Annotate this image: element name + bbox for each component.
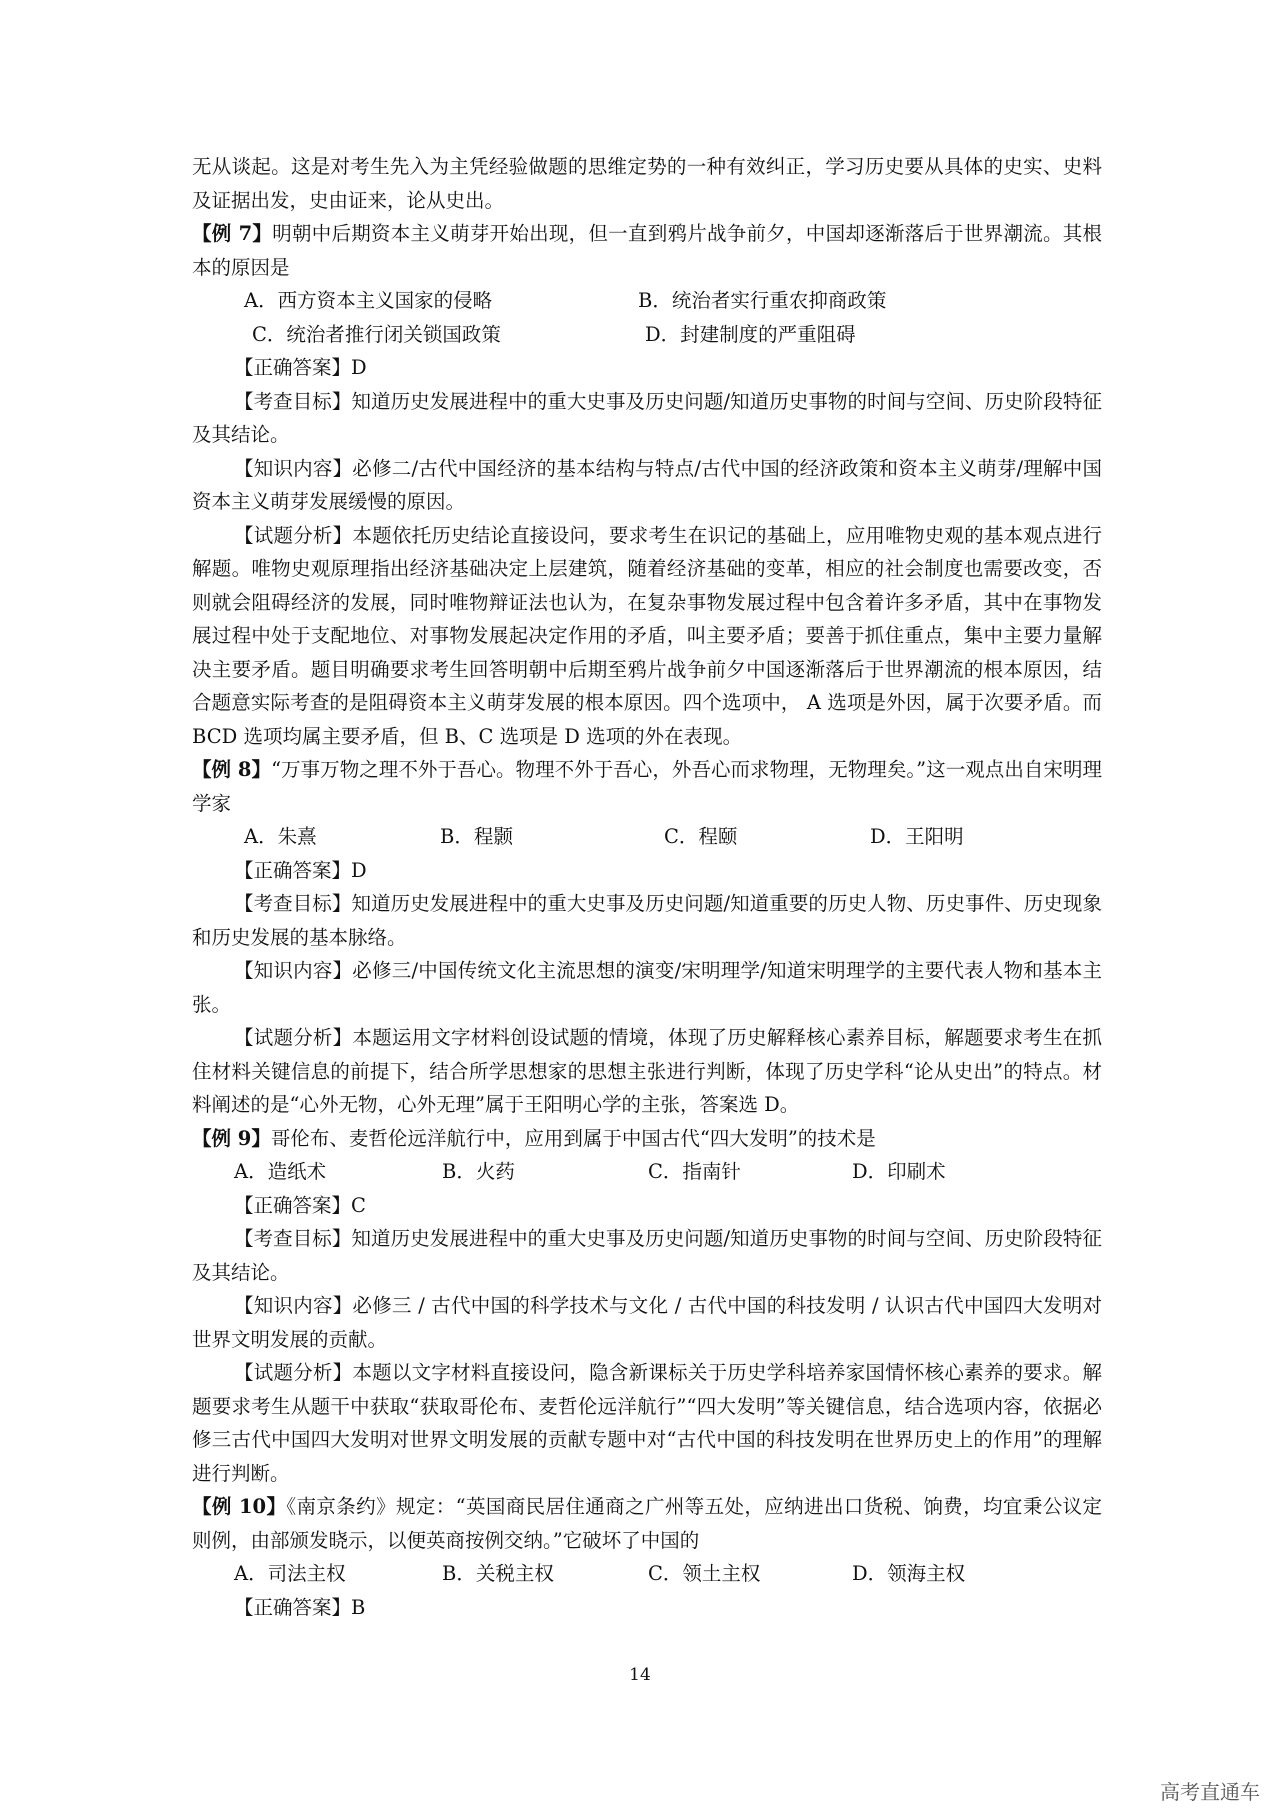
watermark-text: 高考直通车 [1160,1780,1260,1804]
example-10-answer: 【正确答案】B [234,1595,366,1619]
example-7-answer: 【正确答案】D [234,356,367,379]
example-9-answer: 【正确答案】C [234,1193,366,1217]
example-8-option-d: D．王阳明 [870,825,964,848]
page-number: 14 [629,1665,651,1685]
example-7-tag: 【例 7】 [192,222,273,245]
example-9-tag: 【例 9】 [192,1126,271,1150]
example-7-option-c: C．统治者推行闭关锁国政策 [252,322,501,346]
example-8-content: 【知识内容】必修三/中国传统文化主流思想的演变/宋明理学/知道宋明理学的主要代表人物和基本主张。 [192,959,1102,1016]
example-7-goal: 【考查目标】知道历史发展进程中的重大史事及历史问题/知道历史事物的时间与空间、历史阶段特征及其结论。 [192,389,1102,446]
example-7-option-b: B．统治者实行重农抑商政策 [638,289,887,312]
example-10-question [192,1490,1102,1557]
example-7-stem: 明朝中后期资本主义萌芽开始出现，但一直到鸦片战争前夕，中国却逐渐落后于世界潮流。其根本的原因是 [192,222,1102,279]
example-10-option-b: B．关税主权 [442,1562,554,1585]
example-7-options-row-2 [192,318,1102,352]
example-9-goal: 【考查目标】知道历史发展进程中的重大史事及历史问题/知道历史事物的时间与空间、历史阶段特征及其结论。 [192,1227,1102,1284]
example-10-option-a: A．司法主权 [234,1562,346,1585]
example-8-answer: 【正确答案】D [234,858,367,882]
example-7-question [192,217,1102,284]
example-9-question [192,1122,1102,1156]
example-9-option-c: C．指南针 [648,1160,741,1183]
example-7-content: 【知识内容】必修二/古代中国经济的基本结构与特点/古代中国的经济政策和资本主义萌芽/理解中国资本主义萌芽发展缓慢的原因。 [192,456,1102,513]
example-7-option-d: D．封建制度的严重阻碍 [645,322,856,346]
example-9-option-d: D．印刷术 [852,1160,946,1183]
example-10-option-c: C．领土主权 [648,1562,761,1585]
document-page [192,150,1102,1624]
example-8-option-b: B．程颢 [440,825,513,848]
example-9-option-a: A．造纸术 [234,1160,327,1183]
example-9-content: 【知识内容】必修三 / 古代中国的科学技术与文化 / 古代中国的科技发明 / 认识古代中国四大发明对世界文明发展的贡献。 [192,1294,1102,1351]
example-9-option-b: B．火药 [442,1160,515,1183]
example-8-option-c: C．程颐 [664,825,738,848]
example-7-analysis: 【试题分析】本题依托历史结论直接设问，要求考生在识记的基础上，应用唯物史观的基本观点进行解题。唯物史观原理指出经济基础决定上层建筑，随着经济基础的变革，相应的社会制度也需要改变，否则就会阻碍经济的发展，同时唯物辩证法也认为，在复杂事物发展过程中包含着许多矛盾，其中在事物发展过程中处于支配地位、对事物发展起决定作用的矛盾，叫主要矛盾；要善于抓住重点，集中主要力量解决主要矛盾。题目明确要求考生回答明朝中后期至鸦片战争前夕中国逐渐落后于世界潮流的根本原因，结合题意实际考查的是阻碍资本主义萌芽发展的根本原因。四个选项中， A 选项是外因，属于次要矛盾。而 BCD 选项均属主要矛盾，但 B、C 选项是 D 选项的外在表现。 [192,523,1102,748]
example-8-tag: 【例 8】 [192,758,272,781]
example-10-option-d: D．领海主权 [852,1562,966,1585]
example-7-options-row-1 [192,284,1102,318]
example-7-option-a: A．西方资本主义国家的侵略 [244,289,493,312]
example-8-options [192,820,1102,854]
example-9-options [192,1155,1102,1189]
example-9-analysis: 【试题分析】本题以文字材料直接设问，隐含新课标关于历史学科培养家国情怀核心素养的要求。解题要求考生从题干中获取“获取哥伦布、麦哲伦远洋航行”“四大发明”等关键信息，结合选项内容，依据必修三古代中国四大发明对世界文明发展的贡献专题中对“古代中国的科技发明在世界历史上的作用”的理解进行判断。 [192,1361,1102,1485]
example-10-tag: 【例 10】 [192,1495,287,1518]
example-10-stem: 《南京条约》规定：“英国商民居住通商之广州等五处，应纳进出口货税、饷费，均宜秉公议定则例，由部颁发晓示，以便英商按例交纳。”它破坏了中国的 [192,1495,1102,1552]
example-8-analysis: 【试题分析】本题运用文字材料创设试题的情境，体现了历史解释核心素养目标，解题要求考生在抓住材料关键信息的前提下，结合所学思想家的思想主张进行判断，体现了历史学科“论从史出”的特点。材料阐述的是“心外无物，心外无理”属于王阳明心学的主张，答案选 D。 [192,1026,1102,1116]
example-10-options [192,1557,1102,1591]
example-8-option-a: A．朱熹 [244,825,317,848]
example-8-question [192,753,1102,820]
intro-paragraph: 无从谈起。这是对考生先入为主凭经验做题的思维定势的一种有效纠正，学习历史要从具体的史实、史料及证据出发，史由证来，论从史出。 [192,155,1102,212]
example-8-stem: “万事万物之理不外于吾心。物理不外于吾心，外吾心而求物理，无物理矣。”这一观点出自宋明理学家 [192,758,1102,815]
example-8-goal: 【考查目标】知道历史发展进程中的重大史事及历史问题/知道重要的历史人物、历史事件、历史现象和历史发展的基本脉络。 [192,892,1102,949]
example-9-stem: 哥伦布、麦哲伦远洋航行中，应用到属于中国古代“四大发明”的技术是 [270,1126,876,1150]
